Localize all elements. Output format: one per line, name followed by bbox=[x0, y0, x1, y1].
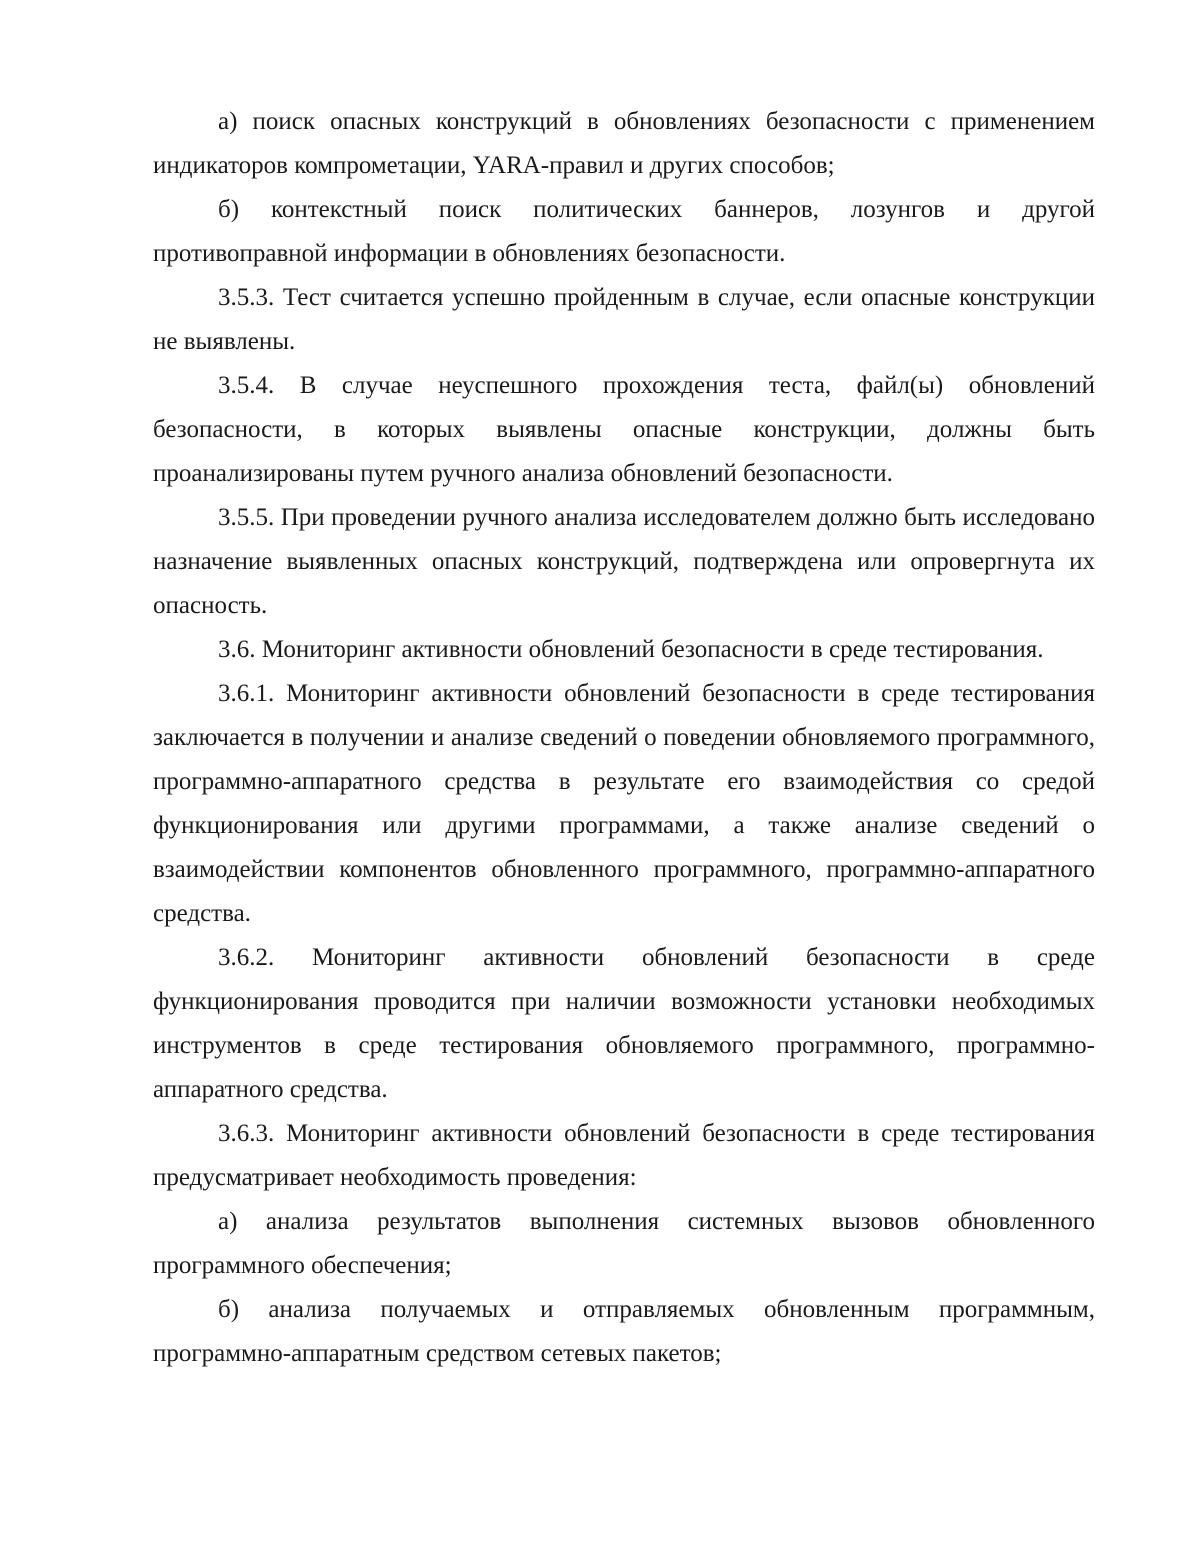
section-heading-3-6: 3.6. Мониторинг активности обновлений безопасности в среде тестирования. bbox=[218, 636, 1044, 663]
paragraph-3-5-4: 3.5.4. В случае неуспешного прохождения теста, файл(ы) обновлений безопасности, в которых выявлены опасные конструкции, должны быть проанализированы путем ручного анализа обновлений безопасности. bbox=[153, 372, 1095, 487]
paragraph-3-6-2: 3.6.2. Мониторинг активности обновлений безопасности в среде функционирования проводится при наличии возможности установки необходимых инструментов в среде тестирования обновляемого программного, программно-аппаратного средства. bbox=[153, 944, 1095, 1103]
paragraph-3-6-1: 3.6.1. Мониторинг активности обновлений безопасности в среде тестирования заключается в получении и анализе сведений о поведении обновляемого программного, программно-аппаратного средства в результате его взаимодействия со средой функционирования или другими программами, а также анализе сведений о взаимодействии компонентов обновленного программного, программно-аппаратного средства. bbox=[153, 680, 1095, 927]
paragraph-b-network-packets: б) анализа получаемых и отправляемых обновленным программным, программно-аппаратным средством сетевых пакетов; bbox=[153, 1296, 1095, 1367]
paragraph-3-5-3: 3.5.3. Тест считается успешно пройденным в случае, если опасные конструкции не выявлены. bbox=[153, 284, 1095, 355]
paragraph-b-context-search: б) контекстный поиск политических баннеров, лозунгов и другой противоправной информации в обновлениях безопасности. bbox=[153, 196, 1095, 267]
paragraph-3-6-3: 3.6.3. Мониторинг активности обновлений безопасности в среде тестирования предусматривает необходимость проведения: bbox=[153, 1120, 1095, 1191]
document-page bbox=[153, 100, 1095, 1376]
paragraph-a-system-calls: а) анализа результатов выполнения системных вызовов обновленного программного обеспечения; bbox=[153, 1208, 1095, 1279]
paragraph-3-5-5: 3.5.5. При проведении ручного анализа исследователем должно быть исследовано назначение выявленных опасных конструкций, подтверждена или опровергнута их опасность. bbox=[153, 504, 1095, 619]
paragraph-a-search-dangerous-constructs: а) поиск опасных конструкций в обновлениях безопасности с применением индикаторов компрометации, YARA-правил и других способов; bbox=[153, 108, 1095, 179]
